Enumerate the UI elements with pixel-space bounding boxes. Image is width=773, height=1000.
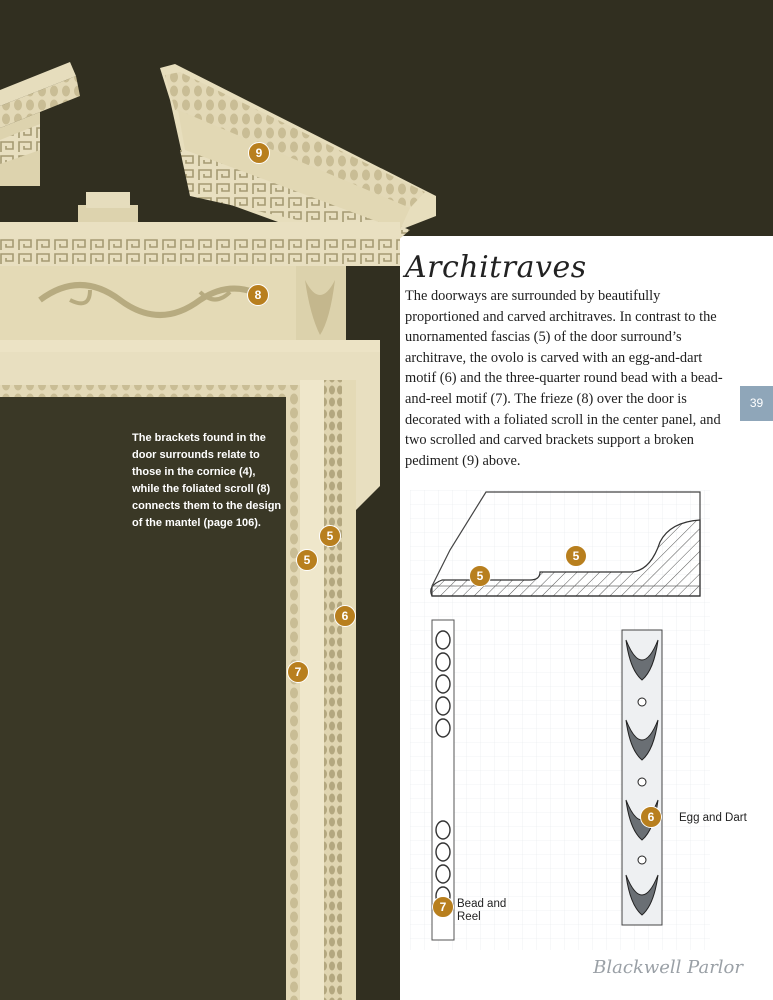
callout-badge-bead-reel: 7 <box>432 896 454 918</box>
page-number-tab: 39 <box>740 386 773 421</box>
callout-badge-bead-reel: 7 <box>287 661 309 683</box>
callout-badge-fascia: 5 <box>296 549 318 571</box>
callout-badge-egg-dart: 6 <box>640 806 662 828</box>
body-text: The doorways are surrounded by beautifully proportioned and carved architraves. In contrast to the unornamented fascias (5) of the door surround’s architrave, the ovolo is carved with an egg-and-dart motif (6) and the three-quarter round bead with a bead-and-reel motif (7). The frieze (8) over the door is decorated with a foliated scroll in the center panel, and two scrolled and carved brackets support a broken pediment (9) above. <box>405 288 723 469</box>
bead-and-reel-label-line1: Bead and <box>457 898 507 910</box>
callout-badge-fascia: 5 <box>469 565 491 587</box>
bead-and-reel-label-line2: Reel <box>457 911 481 923</box>
callout-badge-frieze: 8 <box>247 284 269 306</box>
egg-and-dart-label: Egg and Dart <box>679 812 747 824</box>
callout-badge-fascia: 5 <box>319 525 341 547</box>
callout-badge-fascia: 5 <box>565 545 587 567</box>
page-footer: Blackwell Parlor <box>593 957 743 978</box>
section-title: Architraves <box>405 250 587 285</box>
callout-badge-egg-dart: 6 <box>334 605 356 627</box>
callout-badge-pediment: 9 <box>248 142 270 164</box>
photo-caption: The brackets found in the door surrounds relate to those in the cornice (4), while the foliated scroll (8) connects them to the design of the mantel (page 106). <box>132 432 282 529</box>
